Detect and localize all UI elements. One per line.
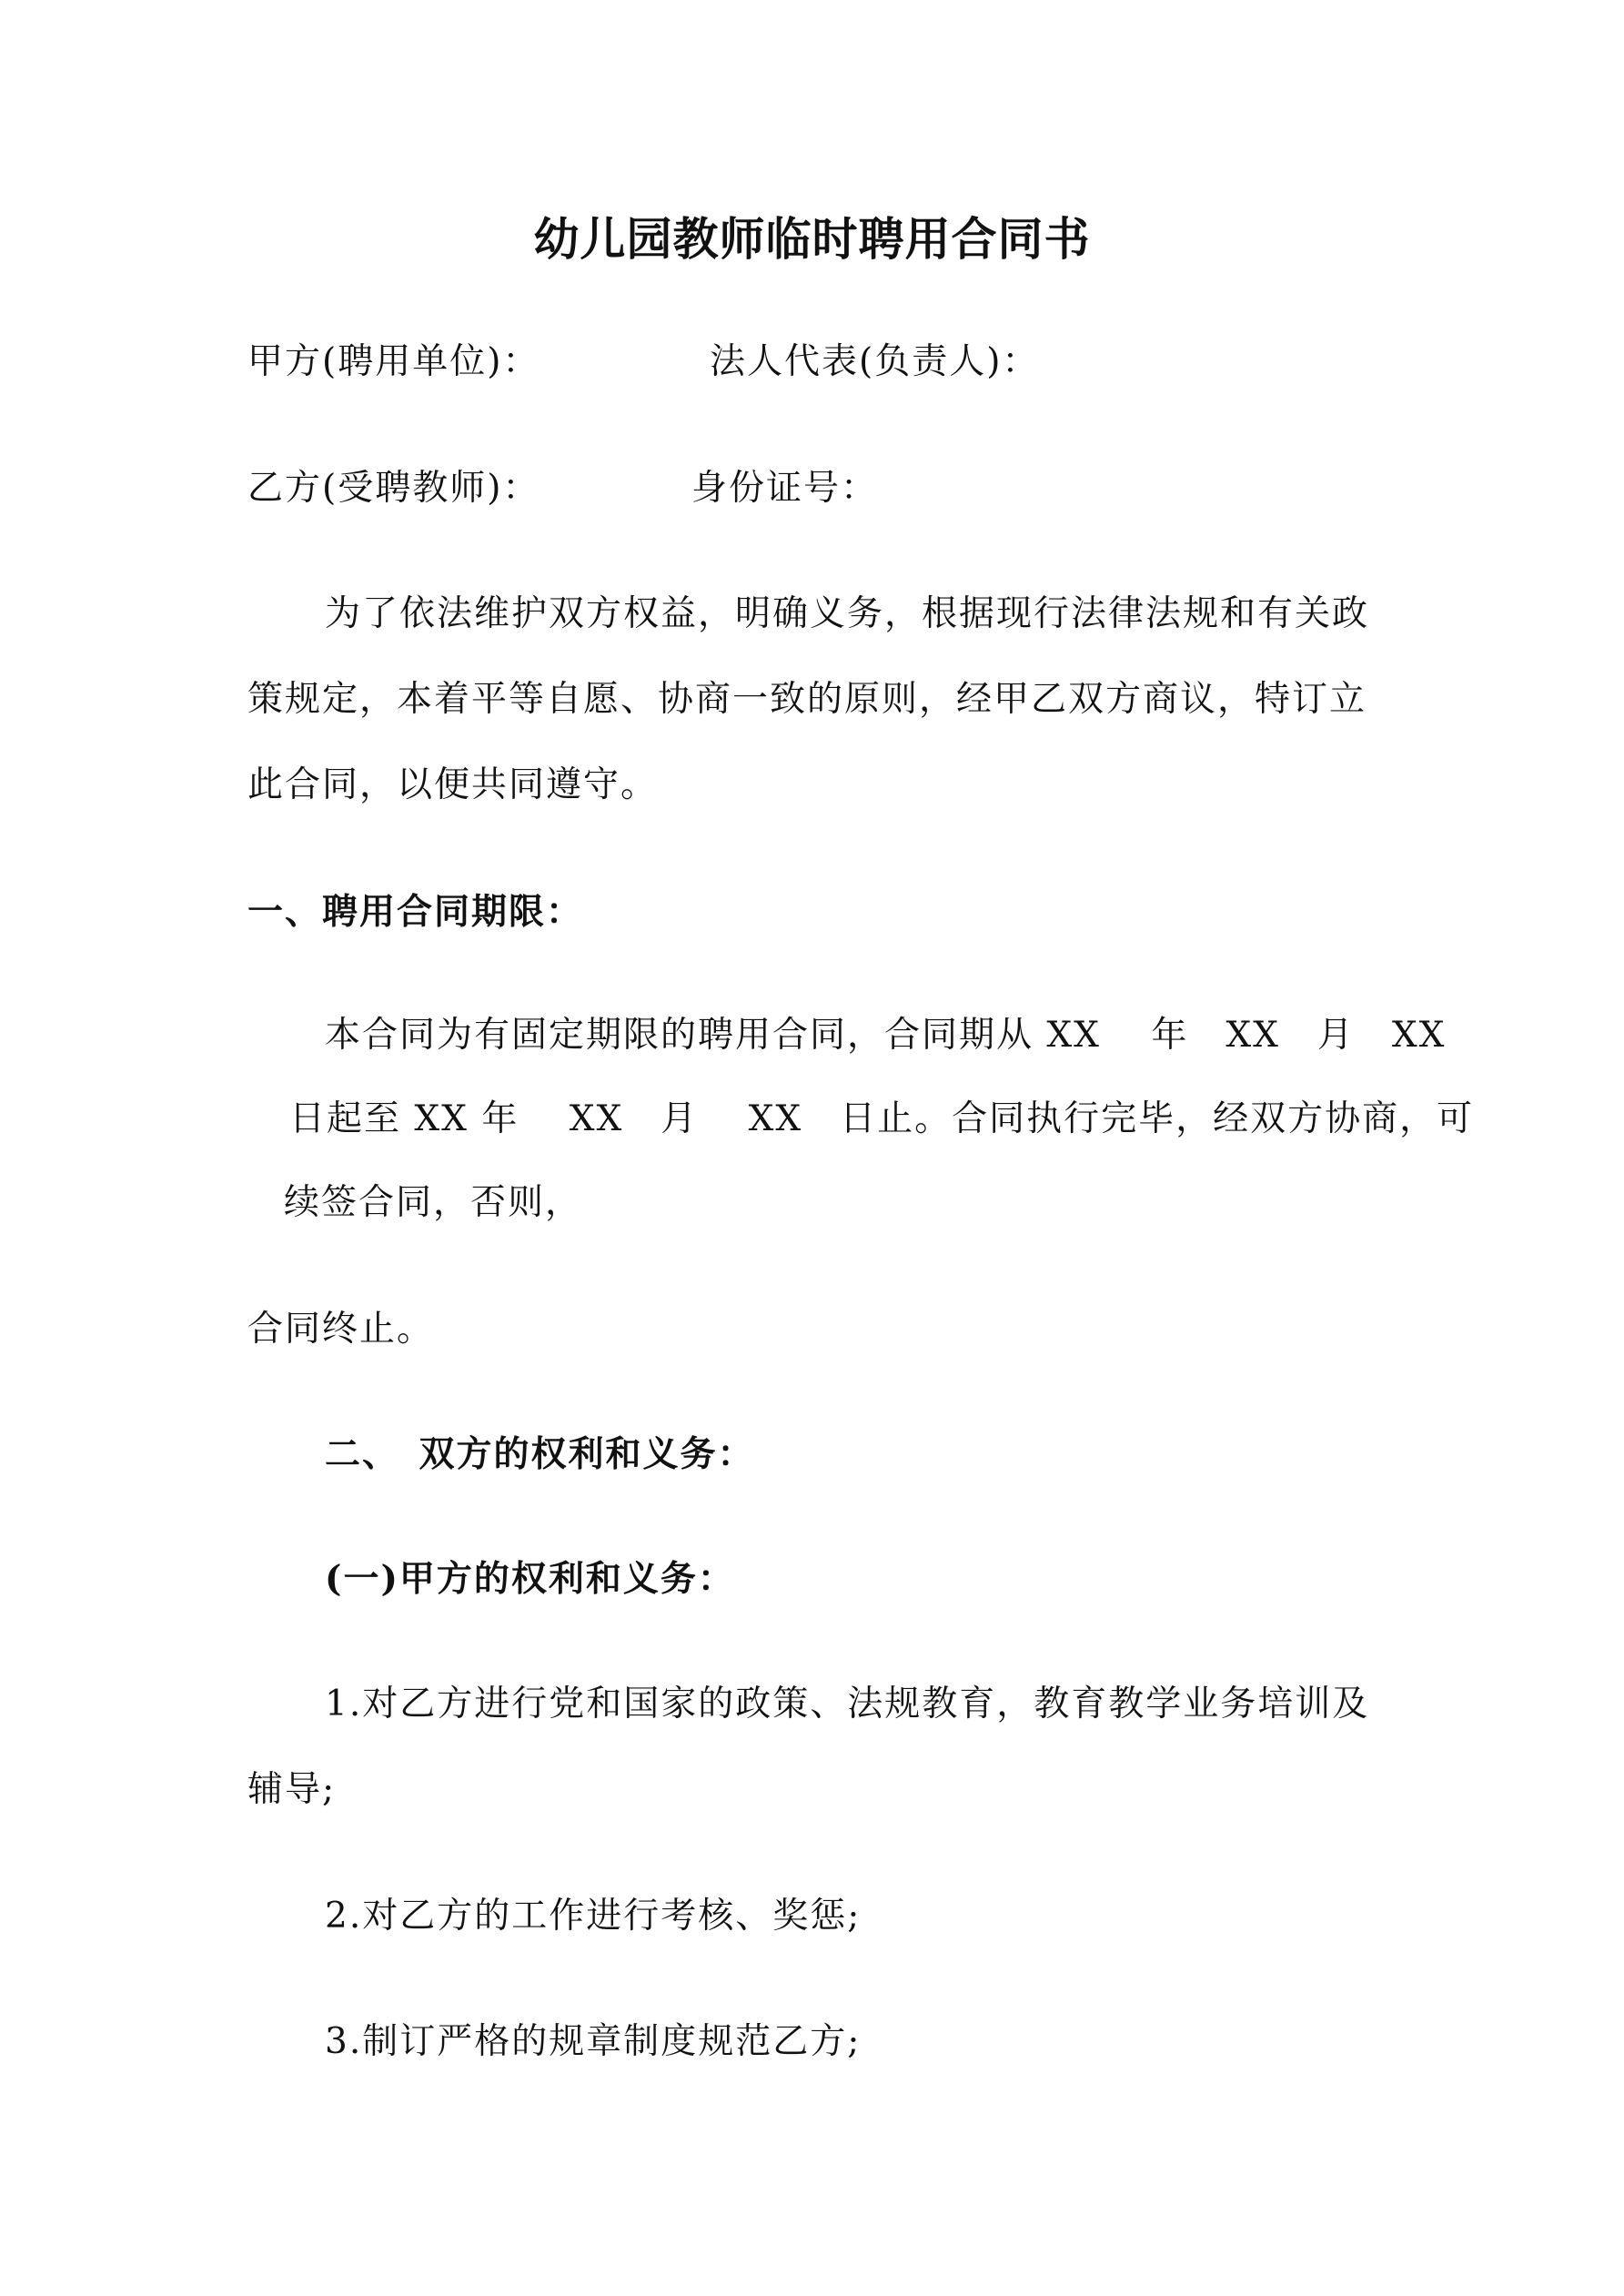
section1-line-4: 合同终止。 — [247, 1309, 435, 1350]
document-title: 幼儿园教师临时聘用合同书 — [533, 212, 1091, 266]
section1-line-3: 续签合同，否则， — [284, 1182, 583, 1223]
party-b-label: 乙方(受聘教师)： — [247, 468, 540, 509]
party-b-id-label: 身份证号： — [691, 468, 879, 509]
party-a-representative-label: 法人代表(负责人)： — [710, 341, 1040, 382]
item-2: 2.对乙方的工作进行考核、奖惩; — [325, 1896, 862, 1937]
intro-line-3: 此合同，以便共同遵守。 — [247, 764, 659, 805]
section1-heading: 一、聘用合同期限： — [247, 891, 584, 933]
item-3: 3.制订严格的规章制度规范乙方; — [325, 2021, 862, 2062]
party-a-label: 甲方(聘用单位)： — [247, 341, 540, 382]
section2-heading: 二、 双方的权利和义务： — [325, 1433, 755, 1475]
intro-line-1: 为了依法维护双方权益，明确义务，根据现行法律法规和有关政 — [325, 593, 1370, 634]
item-1-line-1: 1.对乙方进行党和国家的政策、法规教育，教育教学业务培训及 — [325, 1684, 1370, 1725]
item-1-line-2: 辅导; — [247, 1769, 337, 1810]
section1-line-2: 日起至 XX 年 XX 月 XX 日止。合同执行完毕，经双方协商，可 — [289, 1098, 1475, 1139]
section2-sub-heading: (一)甲方的权利和义务： — [325, 1558, 735, 1600]
intro-line-2: 策规定，本着平等自愿、协商一致的原则，经甲乙双方商议，特订立 — [247, 679, 1367, 720]
section1-line-1: 本合同为有固定期限的聘用合同，合同期从 XX 年 XX 月 XX — [325, 1015, 1447, 1056]
